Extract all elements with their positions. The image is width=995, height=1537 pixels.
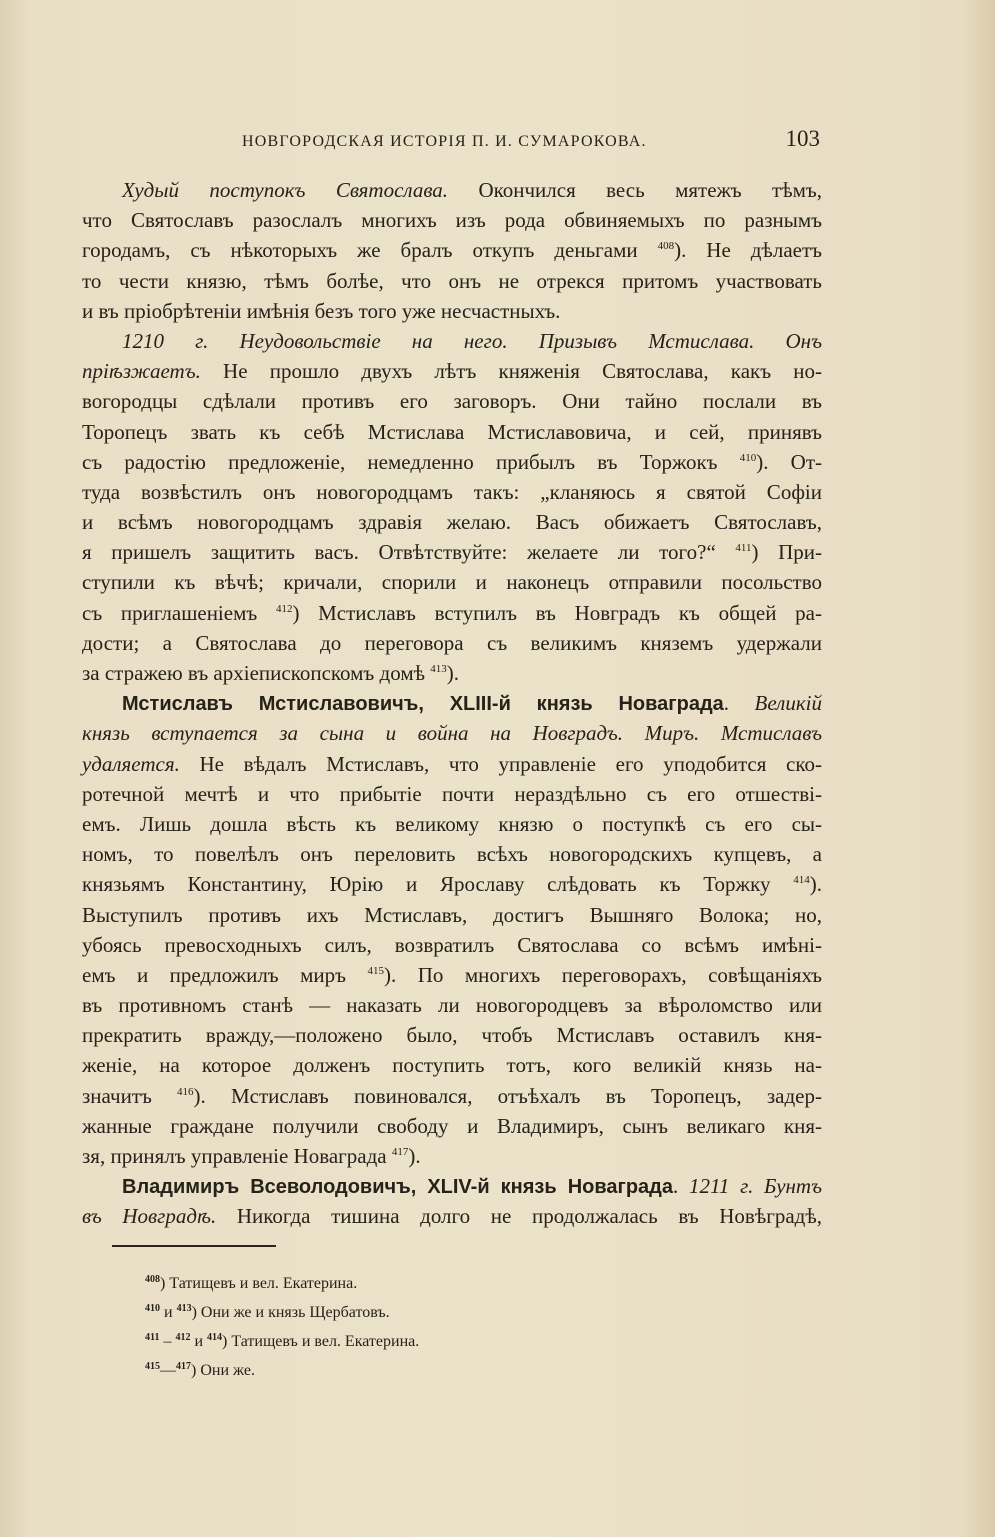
- text-line: [82, 1081, 822, 1111]
- text-line: [82, 809, 822, 839]
- text-segment: и въ пріобрѣтеніи имѣнія безъ того уже несчастныхъ.: [82, 298, 561, 323]
- footnote-ref: 411: [735, 542, 752, 555]
- footnote-ref: 410: [739, 451, 757, 464]
- text-line: [82, 296, 822, 326]
- text-segment: емъ и предложилъ миръ: [82, 962, 368, 987]
- text-segment: дости; а Святослава до переговора съ великимъ княземъ удержали: [82, 630, 822, 655]
- footnote-text: ) Они же и князь Щербатовъ.: [191, 1304, 390, 1321]
- text-segment: ). От-: [756, 449, 822, 474]
- text-line: [82, 507, 822, 537]
- text-line: [82, 326, 822, 356]
- text-segment: .: [723, 691, 755, 716]
- section-heading: Мстиславъ Мстиславовичъ, XLIII-й князь Новаграда: [122, 693, 724, 716]
- text-line: [82, 266, 822, 296]
- text-line: [82, 1201, 822, 1231]
- text-line: [82, 869, 822, 899]
- footnote-text: –: [159, 1333, 176, 1350]
- text-segment: что Святославъ разослалъ многихъ изъ рода обвиняемыхъ по разнымъ: [82, 208, 822, 233]
- body-text: [82, 175, 822, 1232]
- footnote-ref: 415: [367, 964, 384, 977]
- text-segment: Не вѣдалъ Мстиславъ, что управленіе его уподобится ско-: [179, 751, 822, 776]
- text-line: [82, 235, 822, 265]
- text-segment: то чести князю, тѣмъ болѣе, что онъ не отрекся притомъ участвовать: [82, 268, 822, 293]
- footnote-text: и: [160, 1304, 177, 1321]
- text-line: [82, 1141, 822, 1171]
- footnote-number: 412: [175, 1332, 191, 1343]
- text-line: [82, 628, 822, 658]
- text-line: [82, 779, 822, 809]
- text-segment: ) Мстиславъ вступилъ въ Новградъ къ общей ра-: [292, 600, 823, 625]
- text-line: [82, 567, 822, 597]
- footnote: [145, 1265, 645, 1294]
- footnote-number: 414: [207, 1332, 223, 1343]
- text-segment: .: [673, 1174, 689, 1199]
- footnote-ref: 413: [430, 663, 447, 675]
- text-segment: ). Мстиславъ повиновался, отъѣхалъ въ Торопецъ, задер-: [193, 1083, 822, 1108]
- footnote-number: 408: [145, 1274, 160, 1285]
- text-line: [82, 417, 822, 447]
- text-segment: съ радостію предложеніе, немедленно прибылъ въ Торжокъ: [82, 449, 740, 474]
- text-segment: городамъ, съ нѣкоторыхъ же бралъ откупъ деньгами: [82, 238, 658, 263]
- footnote-ref: 412: [275, 602, 293, 615]
- text-segment: за стражею въ архіепископскомъ домѣ: [82, 661, 431, 685]
- text-line: [82, 1050, 822, 1080]
- text-segment: Выступилъ противъ ихъ Мстиславъ, достигъ Вышняго Волока; но,: [82, 902, 822, 927]
- text-segment: вогородцы сдѣлали противъ его заговоръ. Они тайно послали въ: [82, 389, 822, 414]
- text-segment: князь вступается за сына и война на Новградъ. Миръ. Мстиславъ: [82, 721, 822, 746]
- text-segment: ).: [446, 661, 460, 685]
- text-line: [82, 1111, 822, 1141]
- text-segment: князьямъ Константину, Юрію и Ярославу слѣдовать къ Торжку: [82, 872, 794, 897]
- text-segment: съ приглашеніемъ: [82, 600, 276, 625]
- footnote-ref: 408: [657, 240, 675, 253]
- text-line: [82, 477, 822, 507]
- text-segment: ). По многихъ переговорахъ, совѣщаніяхъ: [383, 962, 822, 987]
- page-number: 103: [785, 126, 820, 151]
- footnote-rule: [112, 1245, 276, 1247]
- footnote-number: 417: [176, 1361, 191, 1372]
- text-segment: удаляется.: [82, 751, 180, 776]
- text-line: [82, 537, 822, 567]
- page-header: [82, 126, 820, 166]
- text-segment: Великій: [754, 691, 822, 716]
- text-segment: пріѣзжаетъ.: [82, 359, 201, 384]
- text-segment: ротечной мечтѣ и что прибытіе почти нераздѣльно съ его отшестві-: [82, 781, 822, 806]
- text-segment: ).: [809, 872, 822, 897]
- text-line: [82, 900, 822, 930]
- footnote-text: и: [190, 1333, 208, 1350]
- text-segment: зя, принялъ управленіе Новаграда: [82, 1144, 392, 1168]
- text-line: [82, 205, 822, 235]
- text-line: [82, 356, 822, 386]
- text-segment: убоясь превосходныхъ силъ, возвратилъ Святослава со всѣмъ имѣні-: [82, 932, 822, 957]
- text-line: [82, 718, 822, 748]
- footnote-number: 413: [176, 1303, 192, 1314]
- text-segment: я пришелъ защитить васъ. Отвѣтствуйте: желаете ли того?“: [82, 540, 736, 565]
- text-segment: 1210 г. Неудовольствіе на него. Призывъ Мстислава. Онъ: [122, 328, 822, 353]
- footnote-text: ) Они же.: [191, 1362, 255, 1379]
- text-line: [82, 749, 822, 779]
- text-line: [82, 960, 822, 990]
- running-title: НОВГОРОДСКАЯ ИСТОРІЯ П. И. СУМАРОКОВА.: [242, 133, 647, 150]
- text-line: [82, 175, 822, 205]
- text-segment: прекратить вражду,—положено было, чтобъ Мстиславъ оставилъ кня-: [82, 1023, 822, 1048]
- footnote-ref: 417: [391, 1146, 409, 1158]
- footnote-number: 410: [145, 1303, 160, 1314]
- text-line: [82, 839, 822, 869]
- footnotes: [145, 1265, 645, 1381]
- text-segment: Торопецъ звать къ себѣ Мстислава Мстиславовича, и сей, принявъ: [82, 419, 822, 444]
- text-segment: ). Не дѣлаетъ: [674, 238, 822, 263]
- text-line: [82, 598, 822, 628]
- footnote-number: 411: [145, 1332, 160, 1343]
- text-segment: въ противномъ станѣ — наказать ли новогородцевъ за вѣроломство или: [82, 993, 822, 1018]
- text-line: [82, 1171, 822, 1201]
- text-line: [82, 1020, 822, 1050]
- text-segment: туда возвѣстилъ онъ новогородцамъ такъ: „кланяюсь я святой Софіи: [82, 479, 822, 504]
- text-segment: Не прошло двухъ лѣтъ княженія Святослава, какъ но-: [200, 359, 822, 384]
- text-line: [82, 386, 822, 416]
- footnote: [145, 1323, 645, 1352]
- footnote: [145, 1294, 645, 1323]
- text-segment: и всѣмъ новогородцамъ здравія желаю. Васъ обижаетъ Святославъ,: [82, 510, 822, 535]
- text-line: [82, 688, 822, 718]
- footnote: [145, 1352, 645, 1381]
- text-segment: ступили къ вѣчѣ; кричали, спорили и наконецъ отправили посольство: [82, 570, 822, 595]
- footnote-text: ) Татищевъ и вел. Екатерина.: [160, 1275, 358, 1292]
- footnote-number: 415: [145, 1361, 160, 1372]
- text-segment: номъ, то повелѣлъ онъ переловить всѣхъ новогородскихъ купцевъ, а: [82, 842, 822, 867]
- section-heading: Владимиръ Всеволодовичъ, XLIV-й князь Новаграда: [122, 1176, 673, 1199]
- text-segment: Никогда тишина долго не продолжалась въ Новѣградѣ,: [216, 1204, 822, 1229]
- text-segment: емъ. Лишь дошла вѣсть къ великому князю о поступкѣ съ его сы-: [82, 811, 822, 836]
- text-line: [82, 930, 822, 960]
- text-segment: 1211 г. Бунтъ: [688, 1174, 822, 1199]
- text-segment: ).: [408, 1144, 421, 1168]
- footnote-text: —: [160, 1362, 176, 1379]
- text-line: [82, 447, 822, 477]
- text-segment: Худый поступокъ Святослава.: [122, 178, 449, 202]
- text-segment: жанные граждане получили свободу и Владимиръ, сынъ великаго кня-: [82, 1113, 822, 1138]
- text-segment: Окончился весь мятежъ тѣмъ,: [448, 178, 822, 202]
- footnote-text: ) Татищевъ и вел. Екатерина.: [222, 1333, 420, 1350]
- footnote-ref: 416: [177, 1085, 194, 1098]
- text-segment: женіе, на которое долженъ поступить тотъ, кого великій князь на-: [82, 1053, 822, 1078]
- footnote-ref: 414: [793, 874, 810, 887]
- text-segment: въ Новградѣ.: [82, 1204, 217, 1229]
- text-line: [82, 658, 822, 688]
- text-segment: ) При-: [751, 540, 823, 565]
- text-line: [82, 990, 822, 1020]
- text-segment: значитъ: [82, 1083, 178, 1108]
